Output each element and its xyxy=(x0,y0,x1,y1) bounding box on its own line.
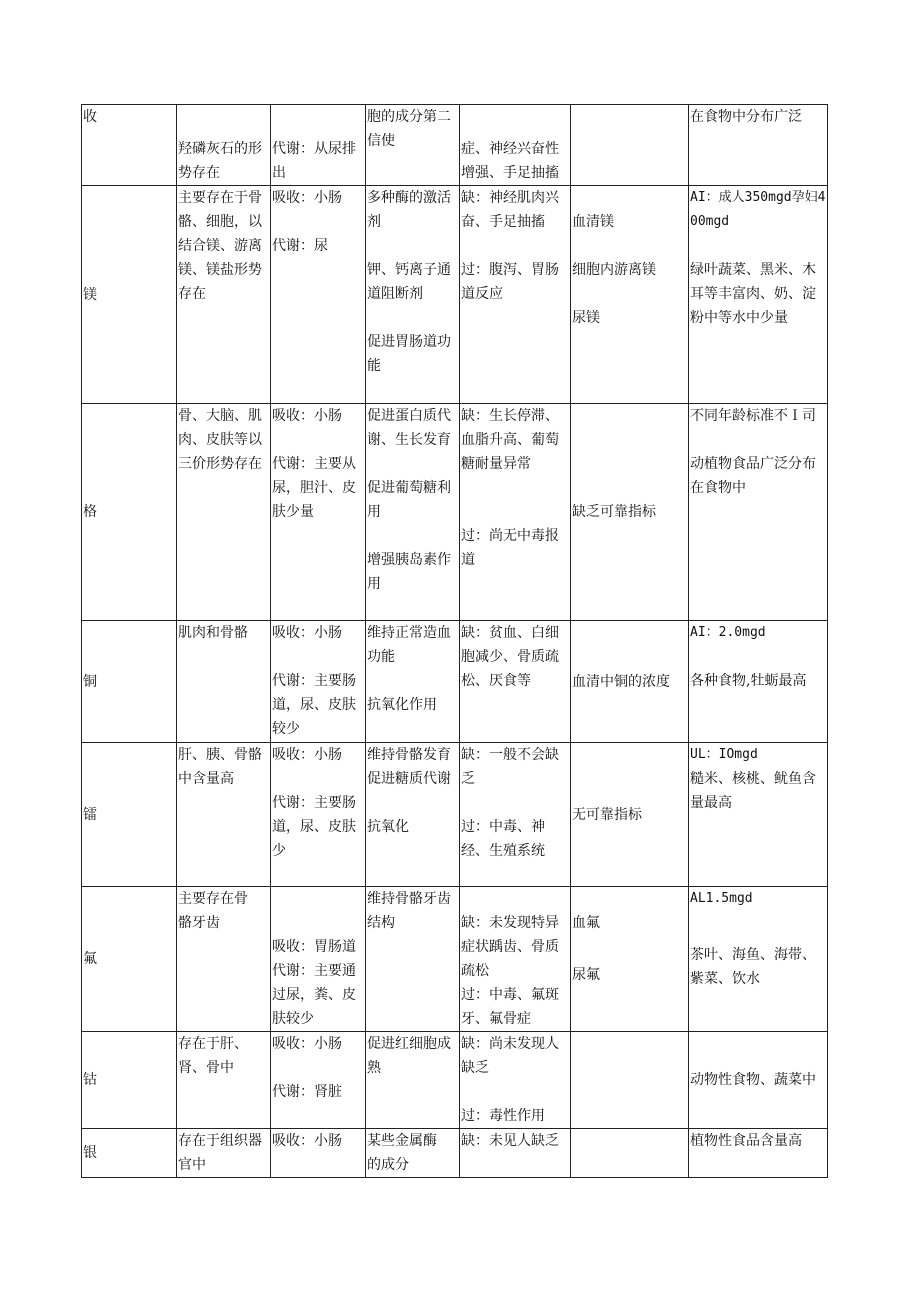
metabolism-cell: 吸收：小肠 xyxy=(271,1129,366,1178)
deficiency-cell: 缺：未见人缺乏 xyxy=(460,1129,571,1178)
function-cell: 某些金属酶的成分 xyxy=(366,1129,460,1178)
metabolism-cell: 吸收：小肠 代谢：尿 xyxy=(271,186,366,404)
content-cell: 存在于组织器官中 xyxy=(177,1129,271,1178)
deficiency-cell: 缺：未发现特异症状踽齿、骨质疏松 过：中毒、氟斑牙、氟骨症 xyxy=(460,887,571,1032)
indicator-cell: 血清中铜的浓度 xyxy=(571,621,689,743)
element-cell: 格 xyxy=(82,404,177,621)
metabolism-cell: 吸收：胃肠道 代谢：主要通过尿，粪、皮肤较少 xyxy=(271,887,366,1032)
content-cell: 肌肉和骨骼 xyxy=(177,621,271,743)
content-cell: 主要存在于骨骼、细胞，以结合镁、游离镁、镁盐形势存在 xyxy=(177,186,271,404)
element-cell: 氟 xyxy=(82,887,177,1032)
table-row xyxy=(82,1032,828,1129)
element-cell: 钴 xyxy=(82,1032,177,1129)
function-cell: 促进红细胞成熟 xyxy=(366,1032,460,1129)
table-row xyxy=(82,105,828,186)
trace-element-table xyxy=(81,104,828,1178)
table-row xyxy=(82,186,828,404)
deficiency-cell: 症、神经兴奋性增强、手足抽搐 xyxy=(460,105,571,186)
metabolism-cell: 代谢：从尿排出 xyxy=(271,105,366,186)
table-row xyxy=(82,1129,828,1178)
content-cell: 肝、胰、骨骼中含量高 xyxy=(177,743,271,887)
content-cell: 骨、大脑、肌肉、皮肤等以三价形势存在 xyxy=(177,404,271,621)
table-row xyxy=(82,743,828,887)
intake-cell: 动物性食物、蔬菜中 xyxy=(689,1032,828,1129)
deficiency-cell: 缺：一般不会缺乏 过：中毒、神经、生殖系统 xyxy=(460,743,571,887)
function-cell: 维持骨骼牙齿结构 xyxy=(366,887,460,1032)
content-cell: 主要存在骨骼牙齿 xyxy=(177,887,271,1032)
intake-cell: UL：IOmgd 糙米、核桃、鱿鱼含量最高 xyxy=(689,743,828,887)
indicator-cell xyxy=(571,1129,689,1178)
deficiency-cell: 缺：尚未发现人缺乏 过：毒性作用 xyxy=(460,1032,571,1129)
intake-cell: 在食物中分布广泛 xyxy=(689,105,828,186)
intake-cell: 不同年龄标准不Ｉ司 动植物食品广泛分布在食物中 xyxy=(689,404,828,621)
element-cell: 镁 xyxy=(82,186,177,404)
function-cell: 多种酶的激活剂 钾、钙离子通道阻断剂 促进胃肠道功能 xyxy=(366,186,460,404)
indicator-cell: 血氟 尿氟 xyxy=(571,887,689,1032)
table-row xyxy=(82,621,828,743)
element-cell: 银 xyxy=(82,1129,177,1178)
metabolism-cell: 吸收：小肠 代谢：主要肠道，尿、皮肤少 xyxy=(271,743,366,887)
indicator-cell xyxy=(571,1032,689,1129)
intake-cell: 植物性食品含量高 xyxy=(689,1129,828,1178)
function-cell: 胞的成分第二信使 xyxy=(366,105,460,186)
deficiency-cell: 缺：神经肌肉兴奋、手足抽搐 过：腹泻、胃肠道反应 xyxy=(460,186,571,404)
element-cell: 镭 xyxy=(82,743,177,887)
intake-cell: AL1.5mgd 茶叶、海鱼、海带、紫菜、饮水 xyxy=(689,887,828,1032)
indicator-cell: 无可靠指标 xyxy=(571,743,689,887)
indicator-cell: 血清镁 细胞内游离镁 尿镁 xyxy=(571,186,689,404)
function-cell: 维持骨骼发育 促进糖质代谢 抗氧化 xyxy=(366,743,460,887)
deficiency-cell: 缺：生长停滞、血脂升高、葡萄糖耐量异常 过：尚无中毒报道 xyxy=(460,404,571,621)
content-cell: 羟磷灰石的形势存在 xyxy=(177,105,271,186)
indicator-cell xyxy=(571,105,689,186)
table-row xyxy=(82,404,828,621)
metabolism-cell: 吸收：小肠 代谢：主要从尿，胆汁、皮肤少量 xyxy=(271,404,366,621)
content-cell: 存在于肝、肾、骨中 xyxy=(177,1032,271,1129)
intake-cell: AI：2.0mgd 各种食物,牡蛎最高 xyxy=(689,621,828,743)
metabolism-cell: 吸收：小肠 代谢：肾脏 xyxy=(271,1032,366,1129)
element-cell: 铜 xyxy=(82,621,177,743)
function-cell: 维持正常造血功能 抗氧化作用 xyxy=(366,621,460,743)
function-cell: 促进蛋白质代谢、生长发育 促进葡萄糖利用 增强胰岛素作用 xyxy=(366,404,460,621)
indicator-cell: 缺乏可靠指标 xyxy=(571,404,689,621)
table-row xyxy=(82,887,828,1032)
metabolism-cell: 吸收：小肠 代谢：主要肠道，尿、皮肤较少 xyxy=(271,621,366,743)
deficiency-cell: 缺：贫血、白细胞减少、骨质疏松、厌食等 xyxy=(460,621,571,743)
intake-cell: AI：成人350mgd孕妇400mgd 绿叶蔬菜、黑米、木耳等丰富肉、奶、淀粉中等水中少量 xyxy=(689,186,828,404)
element-cell: 收 xyxy=(82,105,177,186)
